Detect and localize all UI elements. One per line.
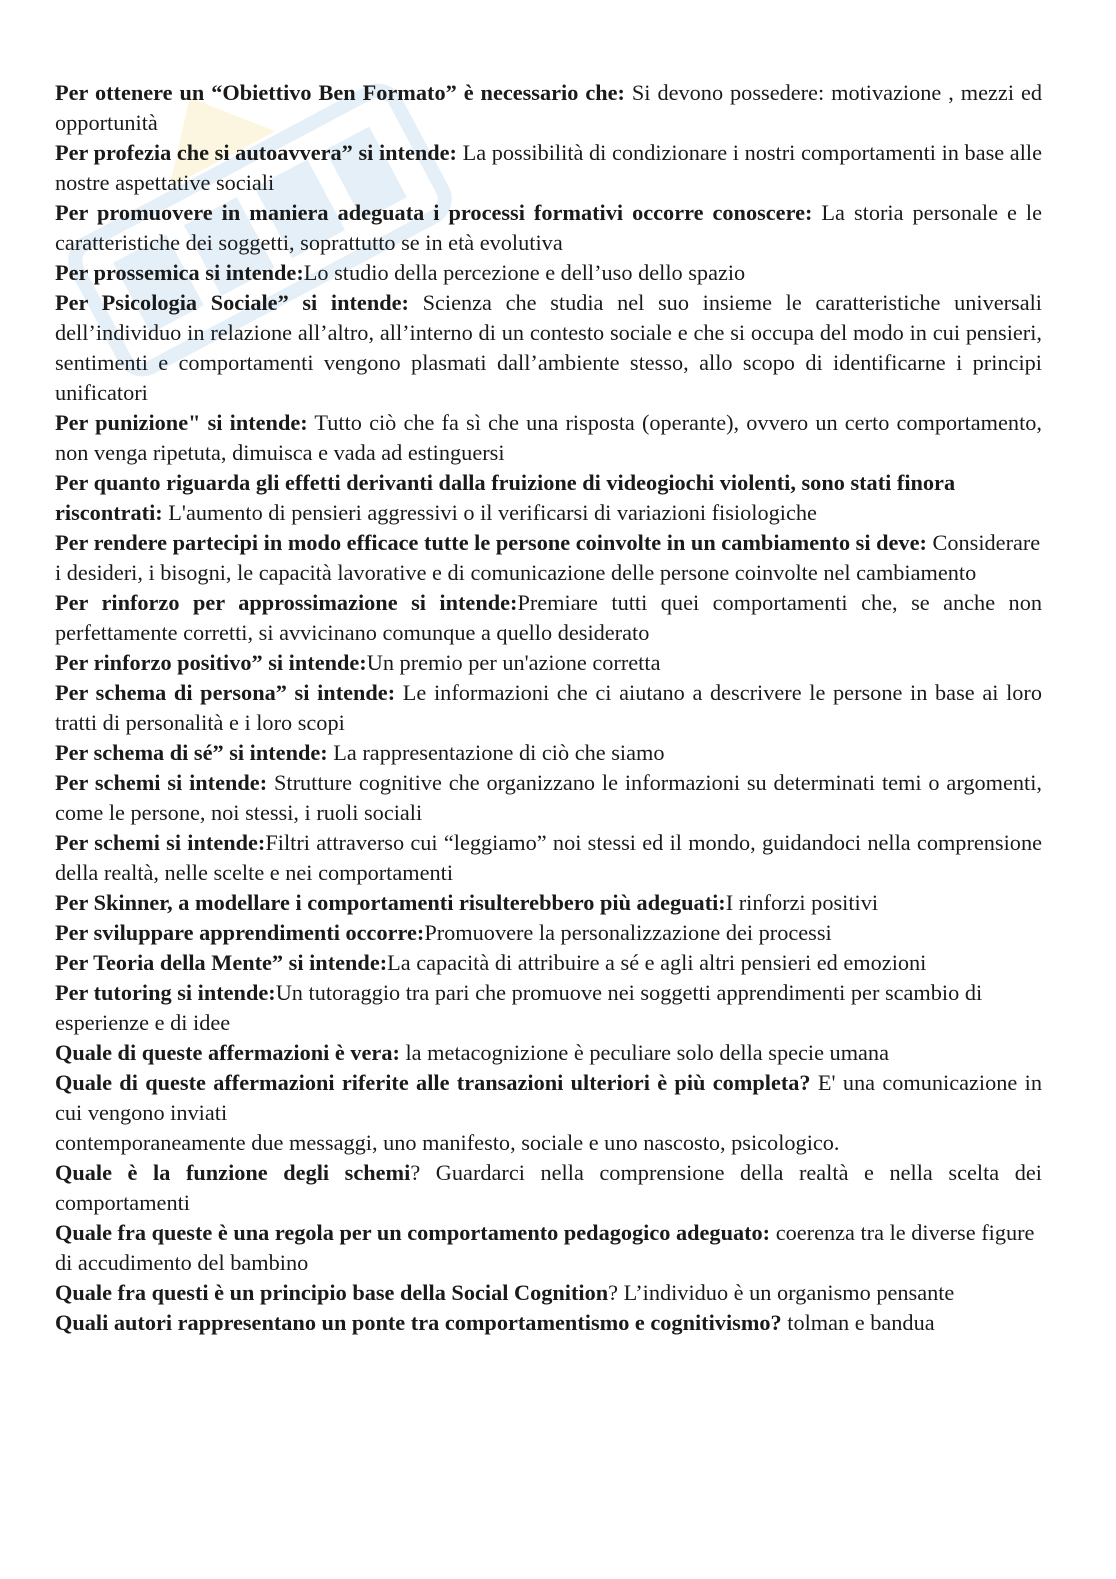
question: Per quanto riguarda gli effetti derivanti dalla fruizione di videogiochi violenti, sono stati finora riscontrati:	[55, 470, 956, 525]
question: Per rinforzo positivo” si intende:	[55, 650, 367, 675]
answer: La storia personale e le caratteristiche dei soggetti, soprattutto se in età evolutiva	[55, 200, 1043, 255]
qa-entry	[55, 468, 1042, 528]
answer: Lo studio della percezione e dell’uso dello spazio	[303, 260, 746, 285]
answer: Tutto ciò che fa sì che una risposta (operante), ovvero un certo comportamento, non venga ripetuta, dimuisca e vada ad estinguersi	[55, 410, 1042, 465]
answer: Si devono possedere: motivazione , mezzi ed opportunità	[55, 80, 1043, 135]
qa-entry	[55, 978, 1042, 1038]
question: Per sviluppare apprendimenti occorre:	[55, 920, 425, 945]
qa-entry	[55, 918, 1042, 948]
qa-entry	[55, 1278, 1042, 1308]
answer: Le informazioni che ci aiutano a descrivere le persone in base ai loro tratti di personalità e i loro scopi	[55, 680, 1042, 735]
question: Per promuovere in maniera adeguata i processi formativi occorre conoscere:	[55, 200, 813, 225]
qa-entry	[55, 648, 1042, 678]
qa-entry	[55, 1218, 1042, 1278]
qa-entry	[55, 528, 1042, 588]
question: Quale fra questi è un principio base della Social Cognition	[55, 1280, 609, 1305]
qa-entry	[55, 948, 1042, 978]
answer: contemporaneamente due messaggi, uno manifesto, sociale e uno nascosto, psicologico.	[55, 1130, 840, 1155]
answer: La capacità di attribuire a sé e agli altri pensieri ed emozioni	[387, 950, 927, 975]
question: Per rinforzo per approssimazione si intende:	[55, 590, 518, 615]
question: Quale fra queste è una regola per un comportamento pedagogico adeguato:	[55, 1220, 771, 1245]
question: Per punizione" si intende:	[55, 410, 308, 435]
answer: Scienza che studia nel suo insieme le caratteristiche universali dell’individuo in relazione all’altro, all’interno di un contesto sociale e che si occupa del modo in cui pensieri, sentimenti e comportamenti vengono plasmati dall’ambiente stesso, allo scopo di identificarne i principi unificatori	[55, 290, 1042, 405]
qa-entry	[55, 1158, 1042, 1218]
answer: Filtri attraverso cui “leggiamo” noi stessi ed il mondo, guidandoci nella comprensione della realtà, nelle scelte e nei comportamenti	[55, 830, 1042, 885]
question: Per rendere partecipi in modo efficace tutte le persone coinvolte in un cambiamento si deve:	[55, 530, 927, 555]
question: Quale di queste affermazioni è vera:	[55, 1040, 400, 1065]
answer: E' una comunicazione in cui vengono inviati	[55, 1070, 1042, 1125]
qa-entry	[55, 828, 1042, 888]
qa-entry	[55, 1038, 1042, 1068]
document-body	[55, 78, 1042, 1338]
question: Per profezia che si autoavvera” si intende:	[55, 140, 457, 165]
question: Per tutoring si intende:	[55, 980, 276, 1005]
qa-entry	[55, 1068, 1042, 1128]
qa-entry	[55, 198, 1042, 258]
answer: Strutture cognitive che organizzano le informazioni su determinati temi o argomenti, come le persone, noi stessi, i ruoli sociali	[55, 770, 1042, 825]
answer: La possibilità di condizionare i nostri comportamenti in base alle nostre aspettative sociali	[55, 140, 1042, 195]
question: Per schema di persona” si intende:	[55, 680, 396, 705]
qa-entry	[55, 738, 1042, 768]
answer: Promuovere la personalizzazione dei processi	[424, 920, 832, 945]
question: Quale di queste affermazioni riferite alle transazioni ulteriori è più completa?	[55, 1070, 811, 1095]
qa-entry	[55, 1308, 1042, 1338]
answer: Premiare tutti quei comportamenti che, se anche non perfettamente corretti, si avvicinano comunque a quello desiderato	[55, 590, 1042, 645]
question: Per ottenere un “Obiettivo Ben Formato” è necessario che:	[55, 80, 625, 105]
answer: Un premio per un'azione corretta	[366, 650, 661, 675]
question: Per schemi si intende:	[55, 770, 268, 795]
answer: L'aumento di pensieri aggressivi o il verificarsi di variazioni fisiologiche	[162, 500, 817, 525]
qa-entry	[55, 138, 1042, 198]
answer: Considerare i desideri, i bisogni, le capacità lavorative e di comunicazione delle persone coinvolte nel cambiamento	[55, 530, 1041, 585]
qa-entry	[55, 408, 1042, 468]
answer: Un tutoraggio tra pari che promuove nei soggetti apprendimenti per scambio di esperienze e di idee	[55, 980, 983, 1035]
qa-entry	[55, 678, 1042, 738]
question: Per Psicologia Sociale” si intende:	[55, 290, 409, 315]
question: Per Skinner, a modellare i comportamenti risulterebbero più adeguati:	[55, 890, 726, 915]
qa-entry	[55, 258, 1042, 288]
qa-entry	[55, 888, 1042, 918]
answer: tolman e bandua	[781, 1310, 935, 1335]
answer: ? L’individuo è un organismo pensante	[608, 1280, 955, 1305]
qa-entry-continuation	[55, 1128, 1042, 1158]
question: Quale è la funzione degli schemi	[55, 1160, 411, 1185]
qa-entry	[55, 78, 1042, 138]
answer: ? Guardarci nella comprensione della realtà e nella scelta dei comportamenti	[55, 1160, 1042, 1215]
question: Per schemi si intende:	[55, 830, 266, 855]
question: Quali autori rappresentano un ponte tra comportamentismo e cognitivismo?	[55, 1310, 782, 1335]
answer: La rappresentazione di ciò che siamo	[327, 740, 665, 765]
answer: la metacognizione è peculiare solo della specie umana	[399, 1040, 889, 1065]
question: Per Teoria della Mente” si intende:	[55, 950, 388, 975]
qa-entry	[55, 288, 1042, 408]
question: Per schema di sé” si intende:	[55, 740, 328, 765]
answer: I rinforzi positivi	[725, 890, 879, 915]
qa-entry	[55, 588, 1042, 648]
answer: coerenza tra le diverse figure di accudimento del bambino	[55, 1220, 1035, 1275]
qa-entry	[55, 768, 1042, 828]
question: Per prossemica si intende:	[55, 260, 304, 285]
